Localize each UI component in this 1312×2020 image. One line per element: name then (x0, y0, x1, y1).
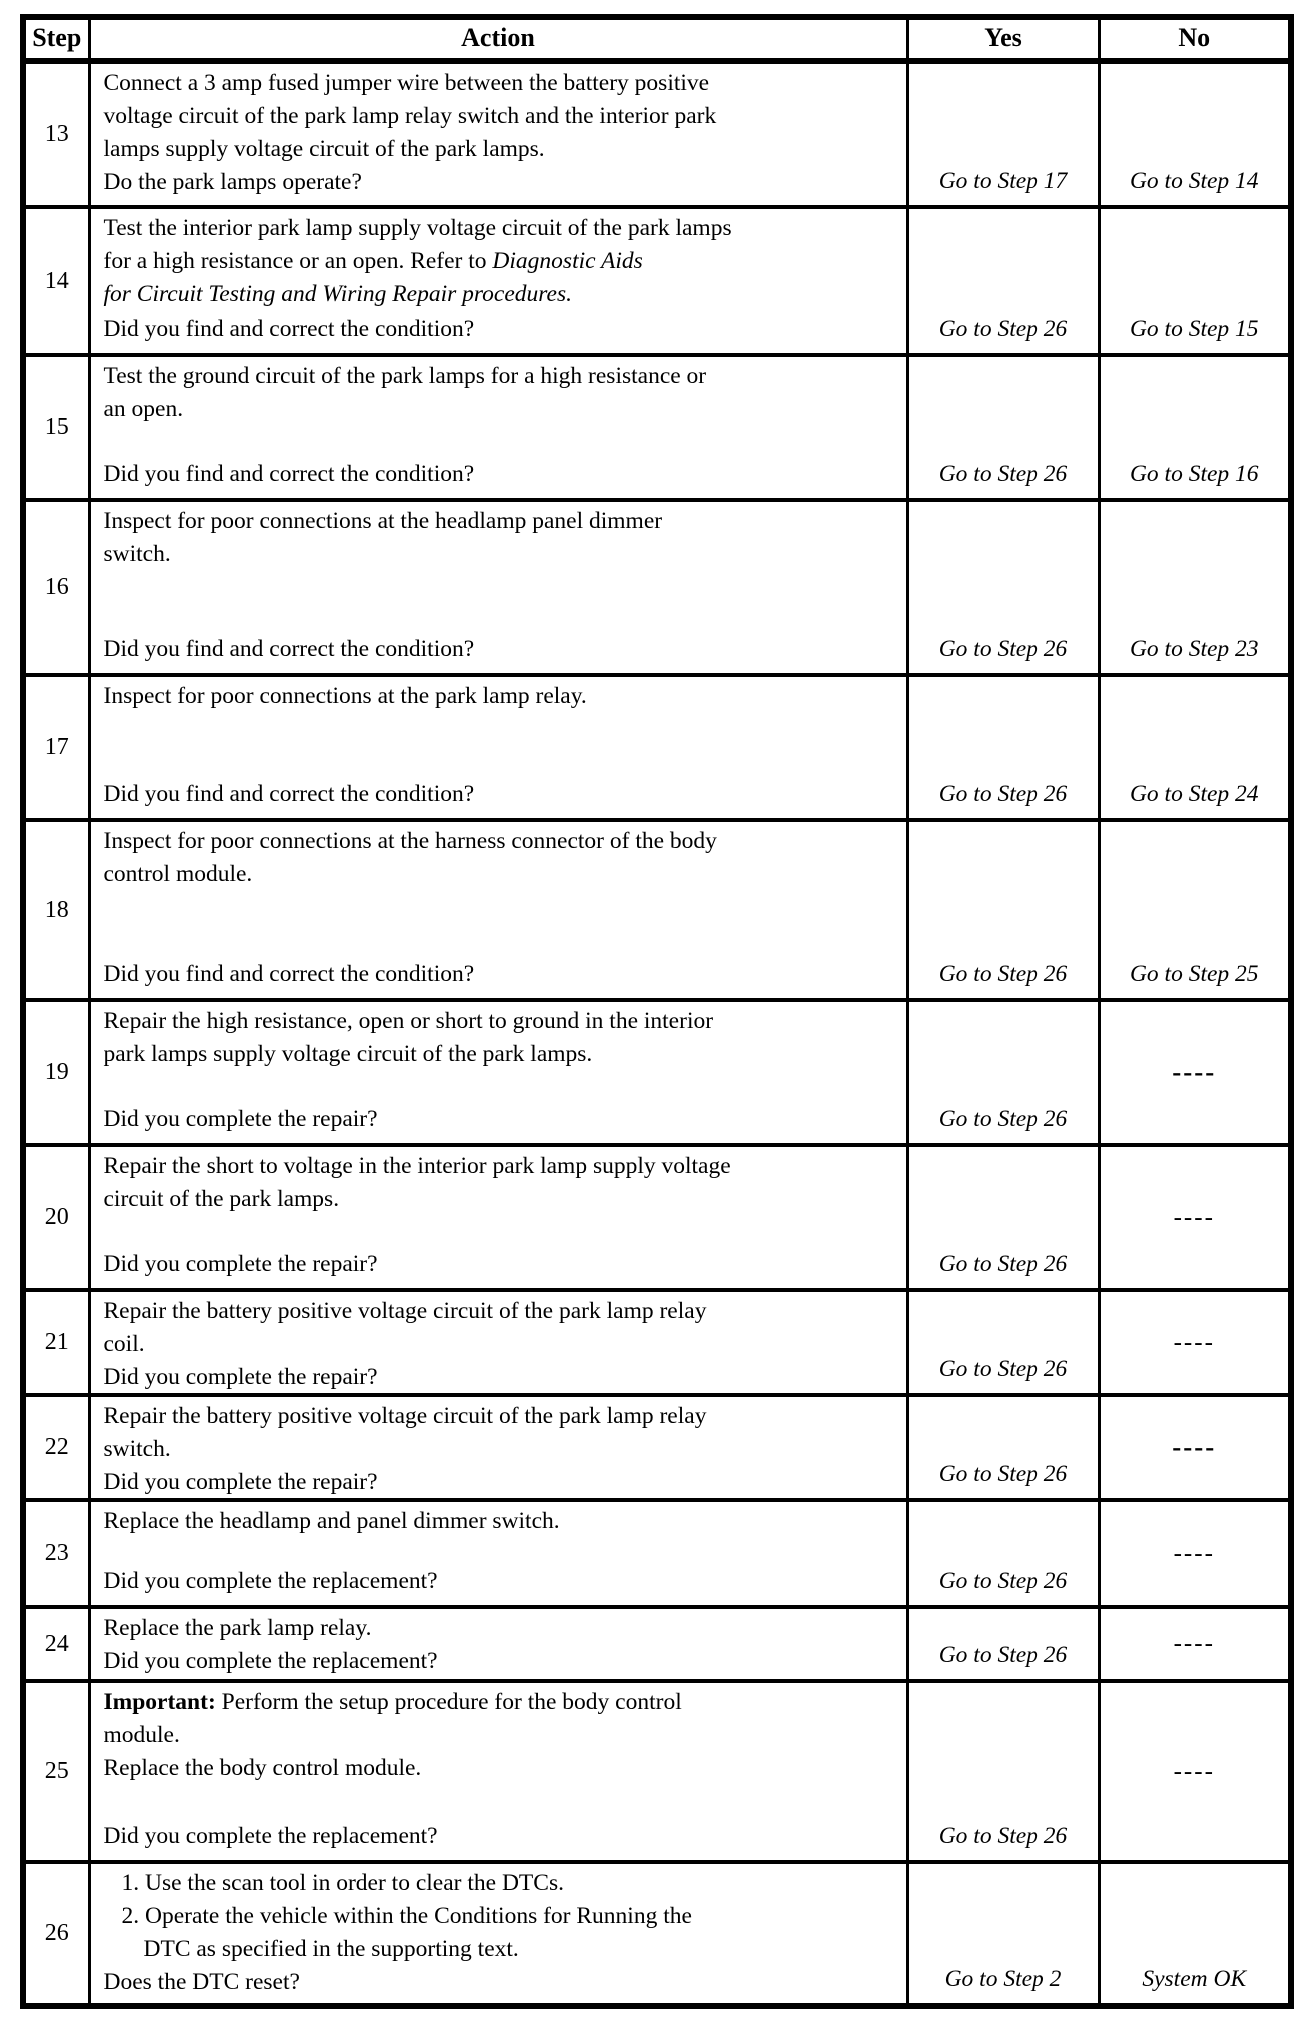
action-cell (89, 1395, 907, 1500)
yes-cell (907, 355, 1099, 500)
table-row (23, 1145, 1291, 1290)
action-question: Does the DTC reset? (103, 1969, 300, 1995)
step-number: 23 (23, 1500, 89, 1607)
action-line: 1. Use the scan tool in order to clear the DTCs. (121, 1870, 564, 1896)
action-line: switch. (103, 541, 171, 567)
yes-cell (907, 1395, 1099, 1500)
header-row (23, 17, 1291, 61)
yes-cell (907, 1862, 1099, 2006)
action-line: Test the ground circuit of the park lamps for a high resistance or (103, 363, 707, 389)
no-goto-text: System OK (1142, 1966, 1247, 1992)
action-line: DTC as specified in the supporting text. (143, 1936, 519, 1962)
action-question: Did you complete the repair? (103, 1364, 378, 1390)
yes-cell (907, 1607, 1099, 1681)
action-description (104, 1867, 896, 1966)
action-description (104, 67, 896, 166)
no-dash-placeholder: ---- (1173, 1757, 1215, 1785)
action-description (104, 1612, 896, 1645)
action-line: Repair the battery positive voltage circuit of the park lamp relay (103, 1403, 707, 1429)
action-question: Did you complete the repair? (103, 1106, 378, 1132)
action-line: Repair the battery positive voltage circuit of the park lamp relay (103, 1298, 707, 1324)
no-cell (1099, 61, 1291, 207)
table-row (23, 61, 1291, 207)
step-number: 13 (23, 61, 89, 207)
no-cell (1099, 500, 1291, 675)
no-goto-text: Go to Step 15 (1129, 316, 1259, 342)
table-row (23, 1290, 1291, 1395)
action-description (104, 825, 896, 891)
action-description (104, 1505, 896, 1538)
yes-cell (907, 675, 1099, 820)
step-number: 26 (23, 1862, 89, 2006)
step-number: 19 (23, 1000, 89, 1145)
yes-goto-text: Go to Step 26 (938, 781, 1068, 807)
action-description (104, 212, 896, 311)
no-dash-placeholder: ---- (1173, 1539, 1215, 1567)
no-cell (1099, 1290, 1291, 1395)
yes-cell (907, 1145, 1099, 1290)
no-cell (1099, 820, 1291, 1000)
action-cell (89, 61, 907, 207)
yes-goto-text: Go to Step 26 (938, 961, 1068, 987)
action-cell (89, 820, 907, 1000)
yes-cell (907, 61, 1099, 207)
no-cell (1099, 1145, 1291, 1290)
action-line: Replace the park lamp relay. (103, 1615, 372, 1641)
no-cell (1099, 207, 1291, 355)
action-description (104, 1150, 896, 1216)
no-dash-placeholder: ---- (1172, 1432, 1217, 1462)
action-line: voltage circuit of the park lamp relay switch and the interior park (103, 103, 717, 129)
action-cell (89, 1681, 907, 1862)
col-header-no: No (1099, 17, 1291, 61)
action-line: control module. (103, 861, 253, 887)
action-line: Important: Perform the setup procedure for the body control (103, 1689, 682, 1715)
action-question: Did you complete the replacement? (103, 1648, 438, 1674)
no-cell (1099, 1500, 1291, 1607)
yes-goto-text: Go to Step 26 (938, 1106, 1068, 1132)
action-cell (89, 1500, 907, 1607)
col-header-step: Step (23, 17, 89, 61)
no-dash-placeholder: ---- (1173, 1630, 1215, 1657)
yes-goto-text: Go to Step 26 (938, 1642, 1068, 1668)
no-cell (1099, 1395, 1291, 1500)
table-row (23, 1607, 1291, 1681)
table-row (23, 207, 1291, 355)
yes-goto-text: Go to Step 26 (938, 1251, 1068, 1277)
action-cell (89, 1145, 907, 1290)
action-description (104, 505, 896, 571)
no-cell (1099, 1681, 1291, 1862)
step-number: 21 (23, 1290, 89, 1395)
action-question: Did you find and correct the condition? (103, 636, 475, 662)
action-line: 2. Operate the vehicle within the Conditions for Running the (121, 1903, 692, 1929)
step-number: 20 (23, 1145, 89, 1290)
action-description (104, 1686, 896, 1785)
no-cell (1099, 1000, 1291, 1145)
table-body (23, 61, 1291, 2006)
action-line: for a high resistance or an open. Refer to Diagnostic Aids (103, 248, 643, 274)
table-row (23, 1500, 1291, 1607)
action-line: Repair the high resistance, open or short to ground in the interior (103, 1008, 714, 1034)
action-line: module. (103, 1722, 180, 1748)
yes-goto-text: Go to Step 26 (938, 1356, 1068, 1382)
yes-cell (907, 1681, 1099, 1862)
action-line: Repair the short to voltage in the interior park lamp supply voltage (103, 1153, 731, 1179)
yes-cell (907, 820, 1099, 1000)
action-cell (89, 207, 907, 355)
action-line: lamps supply voltage circuit of the park lamps. (103, 136, 545, 162)
no-dash-placeholder: ---- (1173, 1203, 1215, 1231)
col-header-yes: Yes (907, 17, 1099, 61)
action-line: switch. (103, 1436, 171, 1462)
table-row (23, 355, 1291, 500)
table-row (23, 1000, 1291, 1145)
no-goto-text: Go to Step 24 (1129, 781, 1259, 807)
action-line: coil. (103, 1331, 145, 1357)
action-cell (89, 1862, 907, 2006)
no-cell (1099, 1862, 1291, 2006)
action-question: Did you find and correct the condition? (103, 781, 475, 807)
action-line: Inspect for poor connections at the harness connector of the body (103, 828, 717, 854)
no-cell (1099, 1607, 1291, 1681)
action-cell (89, 1290, 907, 1395)
action-cell (89, 355, 907, 500)
table-row (23, 1395, 1291, 1500)
col-header-action: Action (89, 17, 907, 61)
no-dash-placeholder: ---- (1172, 1057, 1217, 1087)
action-description (104, 360, 896, 426)
yes-goto-text: Go to Step 26 (938, 1823, 1068, 1849)
no-goto-text: Go to Step 16 (1129, 461, 1259, 487)
yes-cell (907, 1500, 1099, 1607)
action-question: Did you complete the repair? (103, 1469, 378, 1495)
table-header (23, 17, 1291, 61)
no-dash-placeholder: ---- (1173, 1328, 1215, 1356)
action-description (104, 1295, 896, 1361)
step-number: 16 (23, 500, 89, 675)
yes-cell (907, 1290, 1099, 1395)
no-goto-text: Go to Step 23 (1129, 636, 1259, 662)
no-cell (1099, 675, 1291, 820)
table-row (23, 820, 1291, 1000)
action-question: Did you complete the replacement? (103, 1568, 438, 1594)
table-row (23, 500, 1291, 675)
yes-cell (907, 207, 1099, 355)
yes-cell (907, 500, 1099, 675)
step-number: 22 (23, 1395, 89, 1500)
yes-goto-text: Go to Step 26 (938, 1568, 1068, 1594)
no-goto-text: Go to Step 14 (1129, 168, 1259, 194)
action-line: park lamps supply voltage circuit of the park lamps. (103, 1041, 593, 1067)
action-question: Did you find and correct the condition? (103, 961, 475, 987)
action-line: Replace the headlamp and panel dimmer switch. (103, 1508, 560, 1534)
step-number: 15 (23, 355, 89, 500)
action-line: Connect a 3 amp fused jumper wire between the battery positive (103, 70, 710, 96)
table-row (23, 1862, 1291, 2006)
yes-goto-text: Go to Step 2 (944, 1966, 1062, 1992)
action-cell (89, 675, 907, 820)
action-question: Did you find and correct the condition? (103, 316, 475, 342)
yes-goto-text: Go to Step 26 (938, 461, 1068, 487)
step-number: 18 (23, 820, 89, 1000)
action-question: Did you complete the replacement? (103, 1823, 438, 1849)
action-cell (89, 500, 907, 675)
no-cell (1099, 355, 1291, 500)
action-cell (89, 1607, 907, 1681)
action-question: Did you complete the repair? (103, 1251, 378, 1277)
action-line: Inspect for poor connections at the park lamp relay. (103, 683, 587, 709)
yes-goto-text: Go to Step 26 (938, 1461, 1068, 1487)
action-line: Replace the body control module. (103, 1755, 422, 1781)
step-number: 24 (23, 1607, 89, 1681)
action-line: for Circuit Testing and Wiring Repair procedures. (103, 281, 572, 307)
action-question: Did you find and correct the condition? (103, 461, 475, 487)
action-line: circuit of the park lamps. (103, 1186, 340, 1212)
yes-goto-text: Go to Step 26 (938, 636, 1068, 662)
no-goto-text: Go to Step 25 (1129, 961, 1259, 987)
table-row (23, 1681, 1291, 1862)
yes-goto-text: Go to Step 17 (938, 168, 1068, 194)
action-line: an open. (103, 396, 184, 422)
action-line: Test the interior park lamp supply voltage circuit of the park lamps (103, 215, 732, 241)
action-question: Do the park lamps operate? (103, 169, 362, 195)
yes-cell (907, 1000, 1099, 1145)
yes-goto-text: Go to Step 26 (938, 316, 1068, 342)
step-number: 25 (23, 1681, 89, 1862)
step-number: 14 (23, 207, 89, 355)
diagnostic-table (20, 14, 1294, 2009)
table-row (23, 675, 1291, 820)
action-description (104, 1005, 896, 1071)
action-cell (89, 1000, 907, 1145)
action-description (104, 1400, 896, 1466)
action-line: Inspect for poor connections at the headlamp panel dimmer (103, 508, 663, 534)
step-number: 17 (23, 675, 89, 820)
action-description (104, 680, 896, 713)
